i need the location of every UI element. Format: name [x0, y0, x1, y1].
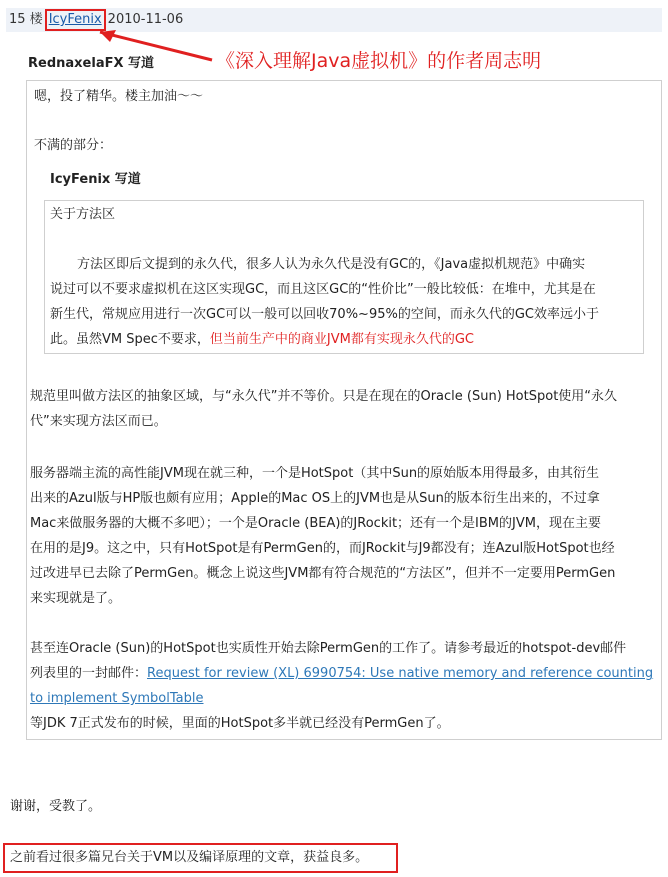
- reply-line: 等JDK 7正式发布的时候，里面的HotSpot多半就已经没有PermGen了。: [30, 716, 450, 731]
- reply-line: 出来的Azul版与HP版也颇有应用；Apple的Mac OS上的JVM也是从Sun的版本衍生出来的，不过拿: [30, 491, 600, 506]
- reply-line: 过改进早已去除了PermGen。概念上说这些JVM都有符合规范的“方法区”，但并不一定要用PermGen: [30, 566, 616, 581]
- reply-line: 服务器端主流的高性能JVM现在就三种，一个是HotSpot（其中Sun的原始版本用得最多，由其衍生: [30, 466, 600, 481]
- mail-link[interactable]: Request for review (XL) 6990754: Use native memory and reference counting: [147, 666, 654, 681]
- inner-quote-line: 新生代，常规应用进行一次GC可以一般可以回收70%~95%的空间，而永久代的GC效率远小于: [50, 307, 599, 322]
- author-annotation: 《深入理解Java虚拟机》的作者周志明: [216, 50, 542, 72]
- mail-link-continued[interactable]: to implement SymbolTable: [30, 691, 204, 706]
- reply-line: 嗯，投了精华。楼主加油～～: [34, 89, 204, 104]
- inner-quote-author: IcyFenix 写道: [50, 172, 141, 187]
- author-link[interactable]: IcyFenix: [48, 12, 102, 27]
- reply-line: 不满的部分：: [34, 138, 113, 153]
- inner-quote-title: 关于方法区: [50, 207, 116, 222]
- inner-quote-highlight: 但当前生产中的商业JVM都有实现永久代的GC: [209, 332, 475, 347]
- floor-number: 15 楼: [9, 12, 43, 27]
- quote-author: RednaxelaFX 写道: [28, 56, 155, 71]
- reply-line: Mac来做服务器的大概不多吧）；一个是Oracle (BEA)的JRockit；还有一个是IBM的JVM，现在主要: [30, 516, 601, 531]
- reply-line: 规范里叫做方法区的抽象区域，与“永久代”并不等价。只是在现在的Oracle (Sun) HotSpot使用“永久: [30, 389, 618, 404]
- comment-text: 之前看过很多篇兄台关于VM以及编译原理的文章，获益良多。: [10, 850, 369, 865]
- reply-line: 在用的是J9。这之中，只有HotSpot是有PermGen的，而JRockit与J9都没有；连Azul版HotSpot也经: [30, 541, 615, 556]
- inner-quote-line: 说过可以不要求虚拟机在这区实现GC，而且这区GC的“性价比”一般比较低：在堆中，尤其是在: [50, 282, 596, 297]
- reply-line: 甚至连Oracle (Sun)的HotSpot也实质性开始去除PermGen的工作了。请参考最近的hotspot-dev邮件: [30, 641, 627, 656]
- inner-quote-text: 此。虽然VM Spec不要求，: [50, 332, 210, 347]
- reply-line: [30, 690, 204, 708]
- post-date: 2010-11-06: [107, 12, 184, 27]
- inner-quote-line: [50, 331, 474, 349]
- reply-line: 来实现就是了。: [30, 591, 122, 606]
- reply-line: 代”来实现方法区而已。: [30, 414, 167, 429]
- reply-text: 列表里的一封邮件：: [30, 666, 148, 681]
- reply-line: [30, 665, 653, 683]
- thanks-text: 谢谢，受教了。: [10, 799, 102, 814]
- inner-quote-line: 方法区即后文提到的永久代，很多人认为永久代是没有GC的，《Java虚拟机规范》中确实: [77, 257, 586, 272]
